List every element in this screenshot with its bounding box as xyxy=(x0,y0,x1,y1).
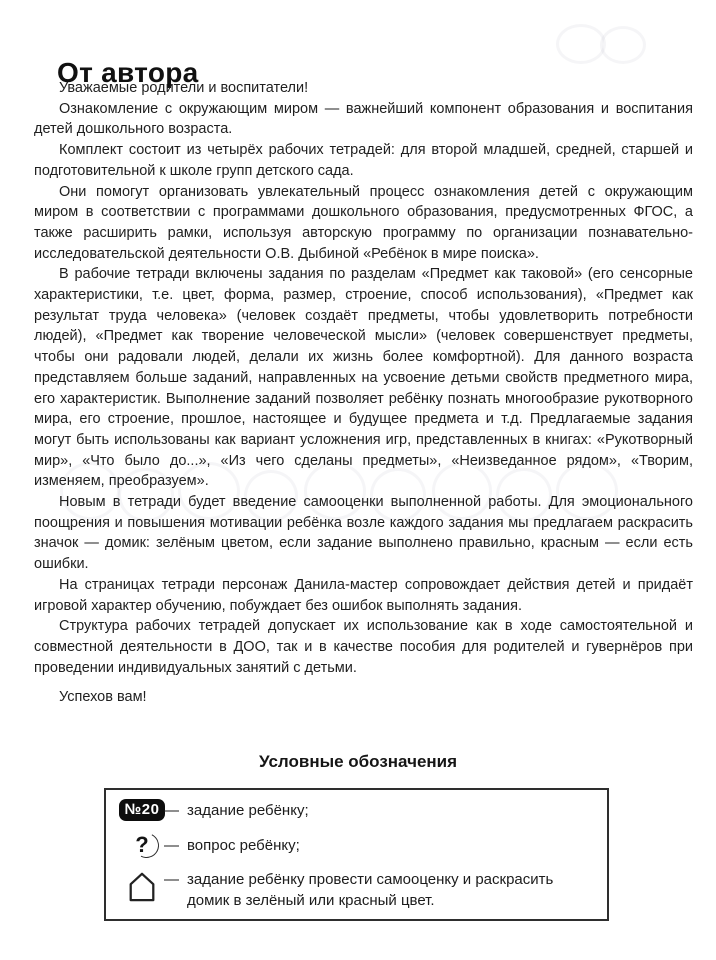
legend-item-label: вопрос ребёнку; xyxy=(187,836,300,854)
paragraph: Новым в тетради будет введение самооценки выполненной работы. Для эмоционального поощрения и повышения мотивации ребёнка возле каждого задания мы предлагаем раскрасить значок — домик: зелёным цветом, если задание выполнено правильно, красным — если есть ошибки. xyxy=(34,494,693,573)
legend-item-question xyxy=(120,831,593,859)
legend-item-label: задание ребёнку; xyxy=(187,801,309,819)
legend-title: Условные обозначения xyxy=(258,752,458,771)
paragraph: На страницах тетради персонаж Данила-мастер сопровождает действия детей и придаёт игровой характер обучению, побуждает без ошибок выполнять задания. xyxy=(34,576,693,614)
legend-item-house xyxy=(120,869,593,911)
paragraph: Ознакомление с окружающим миром — важнейший компонент образования и воспитания детей дошкольного возраста. xyxy=(34,100,693,138)
paragraph: Структура рабочих тетрадей допускает их использование как в ходе самостоятельной и совместной деятельности в ДОО, так и в качестве пособия для родителей и гувернёров при проведении индивидуальных занятий с детьми. xyxy=(34,618,693,676)
foreword-text xyxy=(34,78,693,708)
legend-item-task-number xyxy=(120,799,593,821)
legend-box xyxy=(104,788,609,921)
legend-dash: — xyxy=(164,836,179,854)
paragraph: Комплект состоит из четырёх рабочих тетрадей: для второй младшей, средней, старшей и подготовительной к школе групп детского сада. xyxy=(34,142,693,179)
legend-dash: — xyxy=(164,801,179,819)
paragraph: Они помогут организовать увлекательный процесс ознакомления детей с окружающим миром в соответствии с программами дошкольного образования, предусмотренных ФГОС, а также расширить рамки, используя авторскую программу по организации познавательно-исследовательской деятельности О.В. Дыбиной «Ребёнок в мире поиска». xyxy=(34,183,693,262)
legend-item-label: задание ребёнку провести самооценку и раскрасить домик в зелёный или красный цвет. xyxy=(187,871,554,909)
paragraph: Уважаемые родители и воспитатели! xyxy=(59,80,309,96)
task-number-badge-icon: №20 xyxy=(119,799,166,821)
legend-dash: — xyxy=(164,871,179,888)
paragraph: В рабочие тетради включены задания по разделам «Предмет как таковой» (его сенсорные характеристики, т.е. цвет, форма, размер, строение, способ использования), «Предмет как результат труда человека» (человек создаёт предметы, чтобы удовлетворить потребности людей), «Предмет как творение человеческой мысли» (человек совершенствует предметы, чтобы они радовали людей, делали их жизнь более комфортной). Для данного возраста представляем больше заданий, направленных на усвоение детьми свойств предметного мира, его характеристик. Выполнение заданий позволяет ребёнку познать многообразие рукотворного мира, его строение, прошлое, настоящее и будущее предмета и т.д. Предлагаемые задания могут быть использованы как вариант усложнения игр, представленных в книгах: «Рукотворный мир», «Что было до...», «Из чего сделаны предметы», «Неизведанное рядом», «Творим, изменяем, преобразуем». xyxy=(34,266,693,490)
question-mark-icon: ? xyxy=(128,831,156,859)
closing-line: Успехов вам! xyxy=(59,689,147,706)
house-icon xyxy=(120,869,164,905)
page-title: От автора xyxy=(57,56,199,88)
